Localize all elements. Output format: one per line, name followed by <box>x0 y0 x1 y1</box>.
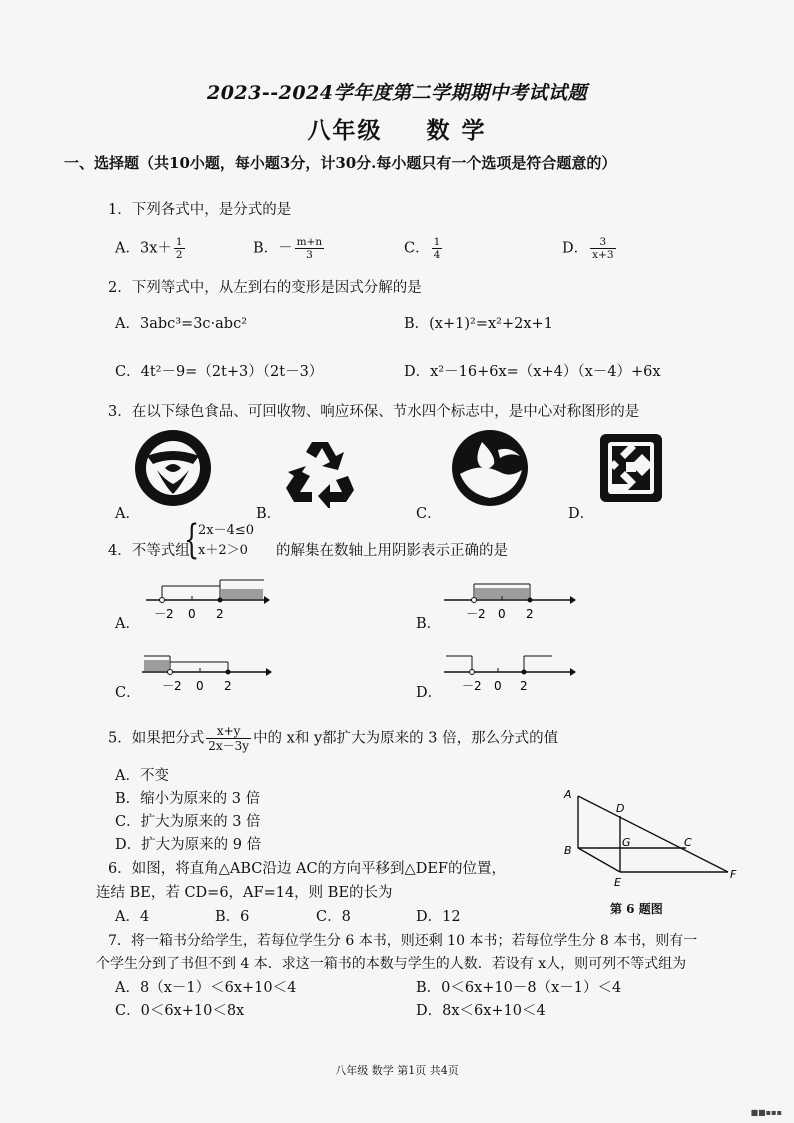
recycle-logo-icon <box>282 436 358 508</box>
q4-option-a: A． <box>115 616 140 632</box>
q3-option-a: A． <box>115 506 140 522</box>
q5-option-c: C．扩大为原来的 3 倍 <box>115 814 261 830</box>
point-f: F <box>730 868 737 881</box>
environment-logo-icon <box>598 432 664 504</box>
q4-numberline-b <box>440 576 580 626</box>
q6-stem-1: 6．如图，将直角△ABC沿边 AC的方向平移到△DEF的位置， <box>108 861 506 877</box>
q1-option-a: A．3x＋ $\frac{1}{2}$ <box>115 236 183 261</box>
q4-stem-pre: 4．不等式组 <box>108 543 190 559</box>
svg-text:－2: －2 <box>162 679 182 693</box>
q5-option-d: D．扩大为原来的 9 倍 <box>115 837 262 853</box>
q6-option-d: D．12 <box>416 909 461 925</box>
page-footer: 八年级 数学 第1页 共4页 <box>335 1064 459 1077</box>
q6-stem-2: 连结 BE，若 CD=6，AF=14，则 BE的长为 <box>96 885 393 901</box>
subject-label: 数 学 <box>426 117 487 144</box>
q4-numberline-c <box>140 648 276 698</box>
exam-title: 2023--2024学年度第二学期期中考试试题 <box>206 82 588 104</box>
point-g: G <box>622 836 631 849</box>
q4-stem-post: 的解集在数轴上用阴影表示正确的是 <box>276 543 508 559</box>
q1-stem: 1．下列各式中，是分式的是 <box>108 202 292 218</box>
q7-option-d: D．8x＜6x+10＜4 <box>416 1003 546 1019</box>
grade-label: 八年级 <box>307 117 383 144</box>
q1-option-d: D． $\frac{3}{x+3}$ <box>562 236 614 261</box>
svg-text:2: 2 <box>520 679 528 693</box>
q5-option-b: B．缩小为原来的 3 倍 <box>115 791 261 807</box>
q7-option-b: B．0＜6x+10－8（x－1）＜4 <box>416 980 622 996</box>
q7-stem-1: 7．将一箱书分给学生，若每位学生分 6 本书，则还剩 10 本书；若每位学生分 8 本书，则有一 <box>108 933 698 949</box>
svg-text:－2: －2 <box>466 607 486 621</box>
point-c: C <box>684 836 692 849</box>
q4-option-c: C． <box>115 685 141 701</box>
svg-text:2: 2 <box>224 679 232 693</box>
point-a: A <box>564 788 572 801</box>
q7-stem-2: 个学生分到了书但不到 4 本．求这一箱书的本数与学生的人数．若设有 x人，则可列不等式组为 <box>96 956 687 972</box>
exam-subtitle <box>0 112 794 145</box>
q2-option-c: C．4t²－9=（2t+3）（2t－3） <box>115 364 324 380</box>
section-heading: 一、选择题（共10小题，每小题3分，计30分.每小题只有一个选项是符合题意的） <box>64 154 617 172</box>
svg-text:－2: －2 <box>462 679 482 693</box>
q7-option-a: A．8（x－1）＜6x+10＜4 <box>115 980 297 996</box>
tick-neg2: －2 <box>154 607 174 621</box>
point-b: B <box>564 844 572 857</box>
q6-figure <box>558 784 744 890</box>
water-saving-logo-icon <box>450 428 530 508</box>
q4-option-b: B． <box>416 616 442 632</box>
q5-option-a: A．不变 <box>115 768 169 784</box>
tick-2: 2 <box>216 607 224 621</box>
q1-option-c: C． $\frac{1}{4}$ <box>404 236 441 261</box>
q4-ineq-1: 2x－4≤0 <box>198 523 255 538</box>
q2-option-b: B．(x+1)²=x²+2x+1 <box>404 316 553 332</box>
q6-option-c: C．8 <box>316 909 351 925</box>
q2-option-a: A．3abc³=3c·abc² <box>115 316 248 332</box>
q5-stem: 5．如果把分式 $\frac{x+y}{2x-3y}$ 中的 x和 y都扩大为原来的 3 倍，那么分式的值 <box>108 724 559 753</box>
q3-option-d: D． <box>568 506 595 522</box>
figure-caption: 第 6 题图 <box>610 902 663 916</box>
tick-0: 0 <box>188 607 196 621</box>
q3-stem: 3．在以下绿色食品、可回收物、响应环保、节水四个标志中，是中心对称图形的是 <box>108 404 640 420</box>
point-d: D <box>616 802 625 815</box>
q4-numberline-d <box>440 648 580 698</box>
q4-system <box>198 521 254 561</box>
svg-text:2: 2 <box>526 607 534 621</box>
q1-option-b: B．－ $\frac{m+n}{3}$ <box>253 236 323 261</box>
q7-option-c: C．0＜6x+10＜8x <box>115 1003 245 1019</box>
q2-stem: 2．下列等式中，从左到右的变形是因式分解的是 <box>108 280 422 296</box>
q4-brace: { <box>184 517 200 563</box>
q4-numberline-a <box>140 576 272 626</box>
q6-option-b: B．6 <box>215 909 250 925</box>
q6-option-a: A．4 <box>115 909 150 925</box>
svg-text:0: 0 <box>498 607 506 621</box>
svg-text:0: 0 <box>196 679 204 693</box>
q4-option-d: D． <box>416 685 443 701</box>
svg-text:0: 0 <box>494 679 502 693</box>
point-e: E <box>614 876 621 889</box>
corner-mark: ■■▪▪▪ <box>750 1108 782 1117</box>
q3-option-b: B． <box>256 506 282 522</box>
q3-option-c: C． <box>416 506 442 522</box>
q2-option-d: D．x²－16+6x=（x+4）（x－4）+6x <box>404 364 661 380</box>
q4-ineq-2: x＋2＞0 <box>198 543 248 558</box>
green-food-logo-icon <box>133 428 213 508</box>
